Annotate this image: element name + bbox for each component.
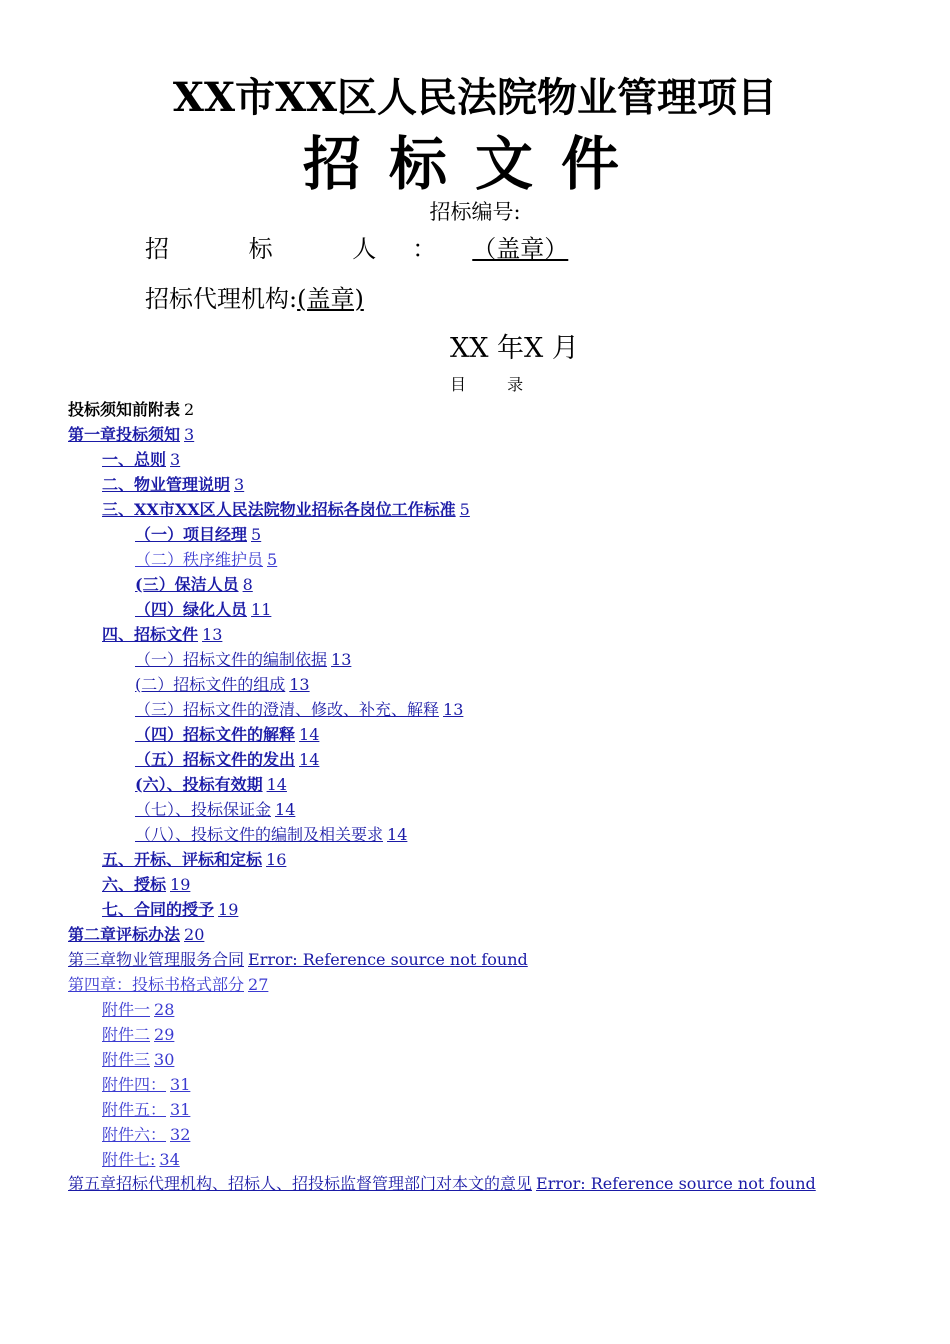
toc-item[interactable]: 第三章物业管理服务合同 Error: Reference source not found — [68, 950, 528, 969]
document-subtitle: 招标文件 — [302, 130, 647, 198]
toc-item[interactable]: （一）招标文件的编制依据 13 — [135, 650, 352, 669]
toc-item[interactable]: 第一章投标须知 3 — [68, 425, 195, 444]
toc-item[interactable]: 附件一 28 — [102, 1000, 175, 1019]
tenderer-field — [145, 232, 568, 266]
toc-item[interactable]: 六、授标 19 — [102, 875, 191, 894]
toc-item[interactable]: 附件三 30 — [102, 1050, 175, 1069]
document-title: XX市XX区人民法院物业管理项目 — [172, 74, 778, 121]
toc-item[interactable]: 投标须知前附表 2 — [68, 400, 195, 419]
toc-item[interactable]: 第五章招标代理机构、招标人、招投标监督管理部门对本文的意见 Error: Reference source not found — [68, 1174, 816, 1193]
toc-item[interactable]: (六）、投标有效期 14 — [135, 775, 287, 794]
toc-item[interactable]: 二、物业管理说明 3 — [102, 475, 245, 494]
toc-item[interactable]: （八）、投标文件的编制及相关要求 14 — [135, 825, 408, 844]
toc-item[interactable]: （二）秩序维护员 5 — [135, 550, 278, 569]
toc-item[interactable]: 七、合同的授予 19 — [102, 900, 239, 919]
toc-item[interactable]: 第四章：投标书格式部分 27 — [68, 975, 269, 994]
tenderer-label: 招 标 人： — [145, 235, 473, 263]
toc-item[interactable]: 四、招标文件 13 — [102, 625, 223, 644]
toc-item[interactable]: 第二章评标办法 20 — [68, 925, 205, 944]
toc-item[interactable]: （四）绿化人员 11 — [135, 600, 272, 619]
document-date: XX 年X 月 — [450, 333, 579, 364]
agency-field — [145, 282, 364, 316]
toc-item[interactable]: 附件五： 31 — [102, 1100, 191, 1119]
toc-item[interactable]: 附件二 29 — [102, 1025, 175, 1044]
toc-item[interactable]: （三）招标文件的澄清、修改、补充、解释 13 — [135, 700, 464, 719]
toc-item[interactable]: （五）招标文件的发出 14 — [135, 750, 320, 769]
toc-item[interactable]: 附件七: 34 — [102, 1150, 180, 1169]
toc-item[interactable]: 一、总则 3 — [102, 450, 181, 469]
toc-item[interactable]: （七）、投标保证金 14 — [135, 800, 296, 819]
toc-item[interactable]: （一）项目经理 5 — [135, 525, 262, 544]
agency-seal: (盖章) — [297, 285, 364, 313]
toc-title: 目 录 — [450, 375, 542, 394]
toc-item[interactable]: 附件四： 31 — [102, 1075, 191, 1094]
toc-item[interactable]: (三）保洁人员 8 — [135, 575, 253, 594]
toc-item[interactable]: 附件六： 32 — [102, 1125, 191, 1144]
toc-item[interactable]: (二）招标文件的组成 13 — [135, 675, 310, 694]
toc-item[interactable]: （四）招标文件的解释 14 — [135, 725, 320, 744]
tenderer-seal: （盖章） — [472, 235, 569, 263]
agency-label: 招标代理机构: — [145, 285, 298, 313]
toc-item[interactable]: 五、开标、评标和定标 16 — [102, 850, 287, 869]
bid-number-label: 招标编号: — [429, 200, 521, 224]
toc-item[interactable]: 三、XX市XX区人民法院物业招标各岗位工作标准 5 — [102, 500, 470, 519]
